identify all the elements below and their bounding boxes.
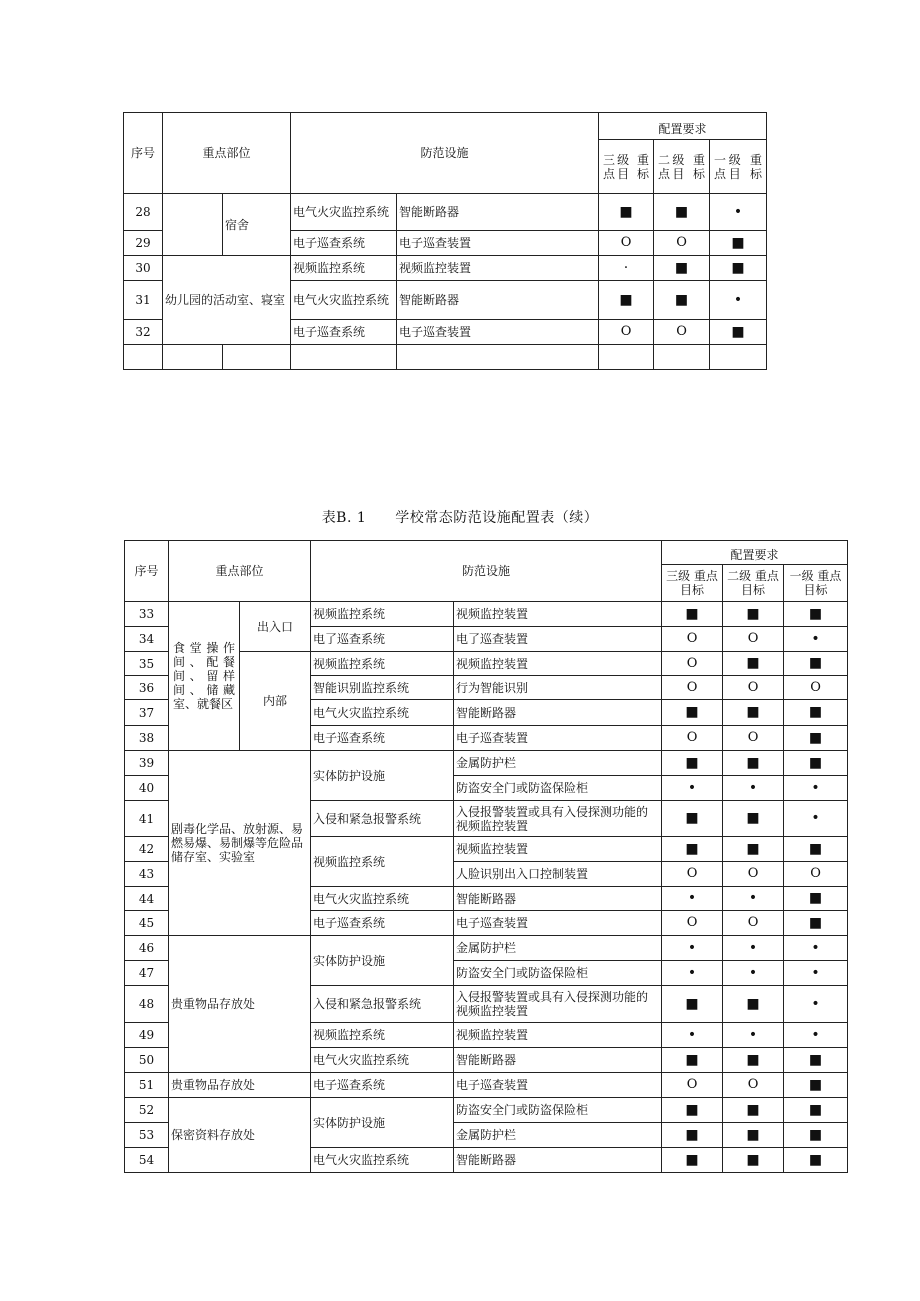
row-level1 (784, 1048, 848, 1073)
optional-mark: O (747, 730, 759, 745)
row-level2 (723, 911, 784, 936)
row-seq: 28 (124, 194, 163, 231)
required-mark: ■ (674, 291, 689, 308)
row-level3 (662, 1073, 723, 1098)
row-seq: 54 (125, 1148, 169, 1173)
required-mark: ■ (746, 655, 760, 671)
row-device: 智能断路器 (397, 194, 599, 231)
required-mark: ■ (685, 1126, 699, 1143)
row-level2 (723, 986, 784, 1023)
row-level3 (662, 1148, 723, 1173)
table-caption: 表B. 1 学校常态防范设施配置表（续） (321, 510, 599, 526)
row-level1 (784, 911, 848, 936)
row-device: 防盗安全门或防盗保险柜 (454, 1098, 662, 1123)
optional-mark: O (810, 866, 821, 881)
row-level1 (784, 961, 848, 986)
row-level2 (723, 652, 784, 676)
row-level3 (662, 986, 723, 1023)
recommended-mark: • (811, 995, 820, 1012)
row-device: 智能断路器 (454, 1148, 662, 1173)
recommended-mark: • (687, 939, 697, 956)
row-level3 (662, 726, 723, 751)
row-device: 电子巡查装置 (454, 726, 662, 751)
required-mark: ■ (685, 840, 699, 857)
row-level3 (599, 320, 654, 345)
row-level3 (599, 194, 654, 231)
optional-mark: O (686, 679, 698, 695)
required-mark: ■ (808, 729, 823, 746)
table-row (125, 1098, 848, 1123)
row-system: 智能识别监控系统 (311, 676, 454, 700)
header-part: 重点部位 (169, 541, 311, 602)
recommended-mark: • (811, 779, 820, 796)
table-row (125, 936, 848, 961)
row-system: 电气火灾监控系统 (291, 281, 397, 320)
row-level2 (723, 961, 784, 986)
row-seq: 53 (125, 1123, 169, 1148)
recommended-mark: • (748, 939, 758, 956)
recommended-mark: • (811, 1026, 820, 1043)
row-device: 金属防护栏 (454, 751, 662, 776)
row-level1 (784, 1123, 848, 1148)
part-secret: 保密资料存放处 (169, 1098, 311, 1173)
required-mark: ■ (808, 914, 823, 931)
recommended-mark: • (811, 810, 820, 826)
config-table-part1 (123, 112, 767, 370)
row-level3 (662, 1098, 723, 1123)
row-seq: 30 (124, 256, 163, 281)
row-seq: 38 (125, 726, 169, 751)
row-level2 (723, 1048, 784, 1073)
system-alarm: 入侵和紧急报警系统 (311, 801, 454, 837)
part-sushe: 宿舍 (223, 194, 291, 256)
row-level1 (784, 676, 848, 700)
recommended-mark: • (733, 291, 743, 308)
row-seq: 43 (125, 862, 169, 887)
row-level2 (723, 726, 784, 751)
recommended-mark: · (623, 259, 629, 276)
recommended-mark: • (811, 964, 820, 981)
row-seq: 45 (125, 911, 169, 936)
row-level2 (723, 1073, 784, 1098)
part-blank (163, 194, 223, 256)
optional-mark: O (686, 631, 698, 646)
required-mark: ■ (808, 1151, 823, 1168)
optional-mark: O (676, 324, 687, 339)
row-system: 视频监控系统 (291, 256, 397, 281)
row-level1 (784, 776, 848, 801)
row-seq: 44 (125, 887, 169, 911)
row-system: 电子巡查系统 (311, 726, 454, 751)
required-mark: ■ (808, 605, 823, 622)
required-mark: ■ (808, 840, 823, 857)
row-seq: 37 (125, 700, 169, 726)
row-system: 视频监控系统 (311, 602, 454, 627)
row-level1 (784, 986, 848, 1023)
row-level3 (599, 231, 654, 256)
row-level3 (662, 652, 723, 676)
row-level1 (784, 726, 848, 751)
required-mark: ■ (685, 810, 699, 826)
row-device: 智能断路器 (454, 700, 662, 726)
required-mark: ■ (674, 203, 689, 220)
recommended-mark: • (748, 1026, 758, 1043)
required-mark: ■ (685, 1101, 699, 1118)
part-toxic: 剧毒化学品、放射源、易燃易爆、易制爆等危险品储存室、实验室 (169, 751, 311, 936)
required-mark: ■ (731, 323, 745, 340)
required-mark: ■ (808, 1076, 823, 1093)
config-table-part2 (124, 540, 848, 1173)
empty-row (124, 345, 767, 370)
row-device: 视频监控装置 (454, 602, 662, 627)
row-level2 (723, 862, 784, 887)
row-system: 电子巡查系统 (311, 911, 454, 936)
required-mark: ■ (619, 203, 633, 220)
system-physical: 实体防护设施 (311, 936, 454, 986)
row-level2 (723, 776, 784, 801)
row-device: 电子巡查装置 (397, 320, 599, 345)
recommended-mark: • (748, 964, 758, 981)
required-mark: ■ (808, 890, 823, 906)
row-level3 (662, 801, 723, 837)
row-seq: 31 (124, 281, 163, 320)
row-level1 (710, 194, 767, 231)
required-mark: ■ (808, 1101, 823, 1118)
required-mark: ■ (746, 1051, 760, 1068)
row-device: 人脸识别出入口控制装置 (454, 862, 662, 887)
row-level1 (710, 281, 767, 320)
row-device: 视频监控装置 (397, 256, 599, 281)
optional-mark: O (686, 915, 698, 930)
row-level1 (784, 862, 848, 887)
row-level2 (723, 801, 784, 837)
row-seq: 33 (125, 602, 169, 627)
row-device: 电了巡查装置 (454, 627, 662, 652)
row-device: 入侵报警装置或具有入侵探测功能的视频监控装置 (454, 986, 662, 1023)
row-level1 (784, 1148, 848, 1173)
required-mark: ■ (685, 704, 699, 720)
row-seq: 36 (125, 676, 169, 700)
row-device: 电子巡查装置 (454, 911, 662, 936)
header-seq: 序号 (125, 541, 169, 602)
row-level2 (723, 887, 784, 911)
required-mark: ■ (746, 704, 760, 720)
row-level2 (723, 1023, 784, 1048)
row-level3 (662, 1048, 723, 1073)
row-level2 (723, 936, 784, 961)
required-mark: ■ (619, 291, 633, 308)
row-level1 (784, 887, 848, 911)
header-facility: 防范设施 (311, 541, 662, 602)
row-level1 (784, 801, 848, 837)
row-level1 (784, 652, 848, 676)
header-level1: 一级 重点目标 (784, 565, 848, 602)
row-level3 (662, 602, 723, 627)
required-mark: ■ (746, 810, 760, 826)
optional-mark: O (747, 915, 759, 930)
row-device: 智能断路器 (454, 1048, 662, 1073)
row-system: 电气火灾监控系统 (311, 1148, 454, 1173)
table-row (125, 751, 848, 776)
row-level1 (710, 256, 767, 281)
system-alarm: 入侵和紧急报警系统 (311, 986, 454, 1023)
row-seq: 35 (125, 652, 169, 676)
part-valuables: 贵重物品存放处 (169, 936, 311, 1073)
row-system: 电气火灾监控系统 (311, 887, 454, 911)
recommended-mark: • (733, 203, 743, 220)
row-seq: 34 (125, 627, 169, 652)
required-mark: ■ (685, 1051, 699, 1068)
row-seq: 47 (125, 961, 169, 986)
required-mark: ■ (685, 605, 699, 622)
row-system: 电了巡查系统 (311, 627, 454, 652)
row-device: 入侵报警装置或具有入侵探测功能的视频监控装置 (454, 801, 662, 837)
recommended-mark: • (811, 630, 820, 647)
header-level2: 二级 重点目标 (723, 565, 784, 602)
system-video: 视频监控系统 (311, 837, 454, 887)
header-facility: 防范设施 (291, 113, 599, 194)
header-part: 重点部位 (163, 113, 291, 194)
required-mark: ■ (731, 234, 745, 251)
required-mark: ■ (746, 840, 760, 857)
row-device: 防盗安全门或防盗保险柜 (454, 776, 662, 801)
row-system: 视频监控系统 (311, 1023, 454, 1048)
header-level2: 二级 重点目 标 (654, 140, 710, 194)
table-row (125, 1073, 848, 1098)
optional-mark: O (686, 866, 698, 881)
optional-mark: O (747, 631, 759, 646)
optional-mark: O (747, 679, 759, 695)
row-device: 电子巡查装置 (454, 1073, 662, 1098)
part-canteen: 食堂操作间、配餐间、留样间、储藏室、就餐区 (169, 602, 240, 751)
row-seq: 52 (125, 1098, 169, 1123)
required-mark: ■ (808, 704, 823, 720)
part-valuables-2: 贵重物品存放处 (169, 1073, 311, 1098)
row-level3 (662, 936, 723, 961)
row-level1 (784, 1098, 848, 1123)
recommended-mark: • (748, 890, 758, 906)
header-seq: 序号 (124, 113, 163, 194)
row-level1 (710, 231, 767, 256)
row-system: 视频监控系统 (311, 652, 454, 676)
row-level2 (723, 837, 784, 862)
row-system: 电气火灾监控系统 (291, 194, 397, 231)
required-mark: ■ (746, 605, 760, 622)
optional-mark: O (747, 866, 759, 881)
recommended-mark: • (748, 779, 758, 796)
row-level1 (784, 700, 848, 726)
row-level2 (723, 1148, 784, 1173)
header-config: 配置要求 (599, 113, 767, 140)
row-level2 (654, 231, 710, 256)
row-level2 (723, 627, 784, 652)
optional-mark: O (676, 235, 687, 250)
required-mark: ■ (808, 655, 823, 671)
row-level2 (723, 1098, 784, 1123)
row-level3 (662, 751, 723, 776)
row-device: 智能断路器 (454, 887, 662, 911)
row-seq: 29 (124, 231, 163, 256)
system-physical: 实体防护设施 (311, 1098, 454, 1148)
required-mark: ■ (746, 754, 760, 771)
header-level3: 三级 重点目 标 (599, 140, 654, 194)
row-level1 (784, 1073, 848, 1098)
required-mark: ■ (685, 1151, 699, 1168)
required-mark: ■ (731, 259, 745, 276)
row-level2 (723, 700, 784, 726)
row-seq: 51 (125, 1073, 169, 1098)
row-seq: 41 (125, 801, 169, 837)
row-device: 视频监控装置 (454, 837, 662, 862)
part-kindergarten: 幼儿园的活动室、寝室 (163, 256, 291, 345)
row-level3 (662, 837, 723, 862)
row-level2 (723, 751, 784, 776)
row-seq: 40 (125, 776, 169, 801)
required-mark: ■ (674, 259, 689, 276)
row-level2 (654, 320, 710, 345)
row-level3 (662, 776, 723, 801)
row-system: 电气火灾监控系统 (311, 1048, 454, 1073)
header-config: 配置要求 (662, 541, 848, 565)
recommended-mark: • (687, 779, 697, 796)
row-level2 (654, 256, 710, 281)
row-level1 (784, 1023, 848, 1048)
row-device: 防盗安全门或防盗保险柜 (454, 961, 662, 986)
row-device: 行为智能识别 (454, 676, 662, 700)
row-system: 电子巡查系统 (291, 231, 397, 256)
required-mark: ■ (808, 1126, 823, 1143)
row-level3 (662, 700, 723, 726)
row-seq: 42 (125, 837, 169, 862)
row-level3 (662, 911, 723, 936)
row-level3 (662, 862, 723, 887)
row-level1 (784, 837, 848, 862)
row-seq: 49 (125, 1023, 169, 1048)
required-mark: ■ (808, 754, 823, 771)
optional-mark: O (620, 324, 632, 339)
row-device: 视频监控装置 (454, 1023, 662, 1048)
row-level3 (599, 281, 654, 320)
row-level3 (662, 676, 723, 700)
row-level2 (654, 194, 710, 231)
row-system: 电子巡查系统 (311, 1073, 454, 1098)
row-level3 (662, 1023, 723, 1048)
row-level1 (784, 751, 848, 776)
part-entrance: 出入口 (240, 602, 311, 652)
row-level1 (784, 602, 848, 627)
optional-mark: O (747, 1077, 759, 1092)
recommended-mark: • (687, 964, 697, 981)
row-device: 金属防护栏 (454, 1123, 662, 1148)
row-level2 (723, 602, 784, 627)
header-level1: 一级 重点目 标 (710, 140, 767, 194)
optional-mark: O (686, 730, 698, 745)
row-level1 (784, 627, 848, 652)
row-device: 电子巡查装置 (397, 231, 599, 256)
required-mark: ■ (746, 995, 760, 1012)
recommended-mark: • (687, 1026, 697, 1043)
row-level2 (723, 1123, 784, 1148)
row-level3 (599, 256, 654, 281)
table-row (124, 256, 767, 281)
header-level3: 三级 重点目标 (662, 565, 723, 602)
system-physical: 实体防护设施 (311, 751, 454, 801)
required-mark: ■ (808, 1051, 823, 1068)
row-seq: 50 (125, 1048, 169, 1073)
optional-mark: O (620, 235, 632, 250)
row-system: 电子巡查系统 (291, 320, 397, 345)
row-level3 (662, 1123, 723, 1148)
table-row (125, 602, 848, 627)
row-device: 金属防护栏 (454, 936, 662, 961)
required-mark: ■ (746, 1101, 760, 1118)
required-mark: ■ (685, 995, 699, 1012)
optional-mark: O (686, 655, 698, 671)
row-seq: 39 (125, 751, 169, 776)
row-device: 视频监控装置 (454, 652, 662, 676)
recommended-mark: • (811, 939, 820, 956)
row-device: 智能断路器 (397, 281, 599, 320)
part-inside: 内部 (240, 652, 311, 751)
row-system: 电气火灾监控系统 (311, 700, 454, 726)
row-level3 (662, 627, 723, 652)
row-level3 (662, 961, 723, 986)
recommended-mark: • (687, 890, 697, 906)
row-level2 (723, 676, 784, 700)
row-level3 (662, 887, 723, 911)
required-mark: ■ (746, 1151, 760, 1168)
row-seq: 48 (125, 986, 169, 1023)
row-level1 (710, 320, 767, 345)
required-mark: ■ (746, 1126, 760, 1143)
row-seq: 32 (124, 320, 163, 345)
row-level2 (654, 281, 710, 320)
row-seq: 46 (125, 936, 169, 961)
optional-mark: O (810, 679, 821, 695)
optional-mark: O (686, 1077, 698, 1092)
row-level1 (784, 936, 848, 961)
table-row (124, 194, 767, 231)
required-mark: ■ (685, 754, 699, 771)
